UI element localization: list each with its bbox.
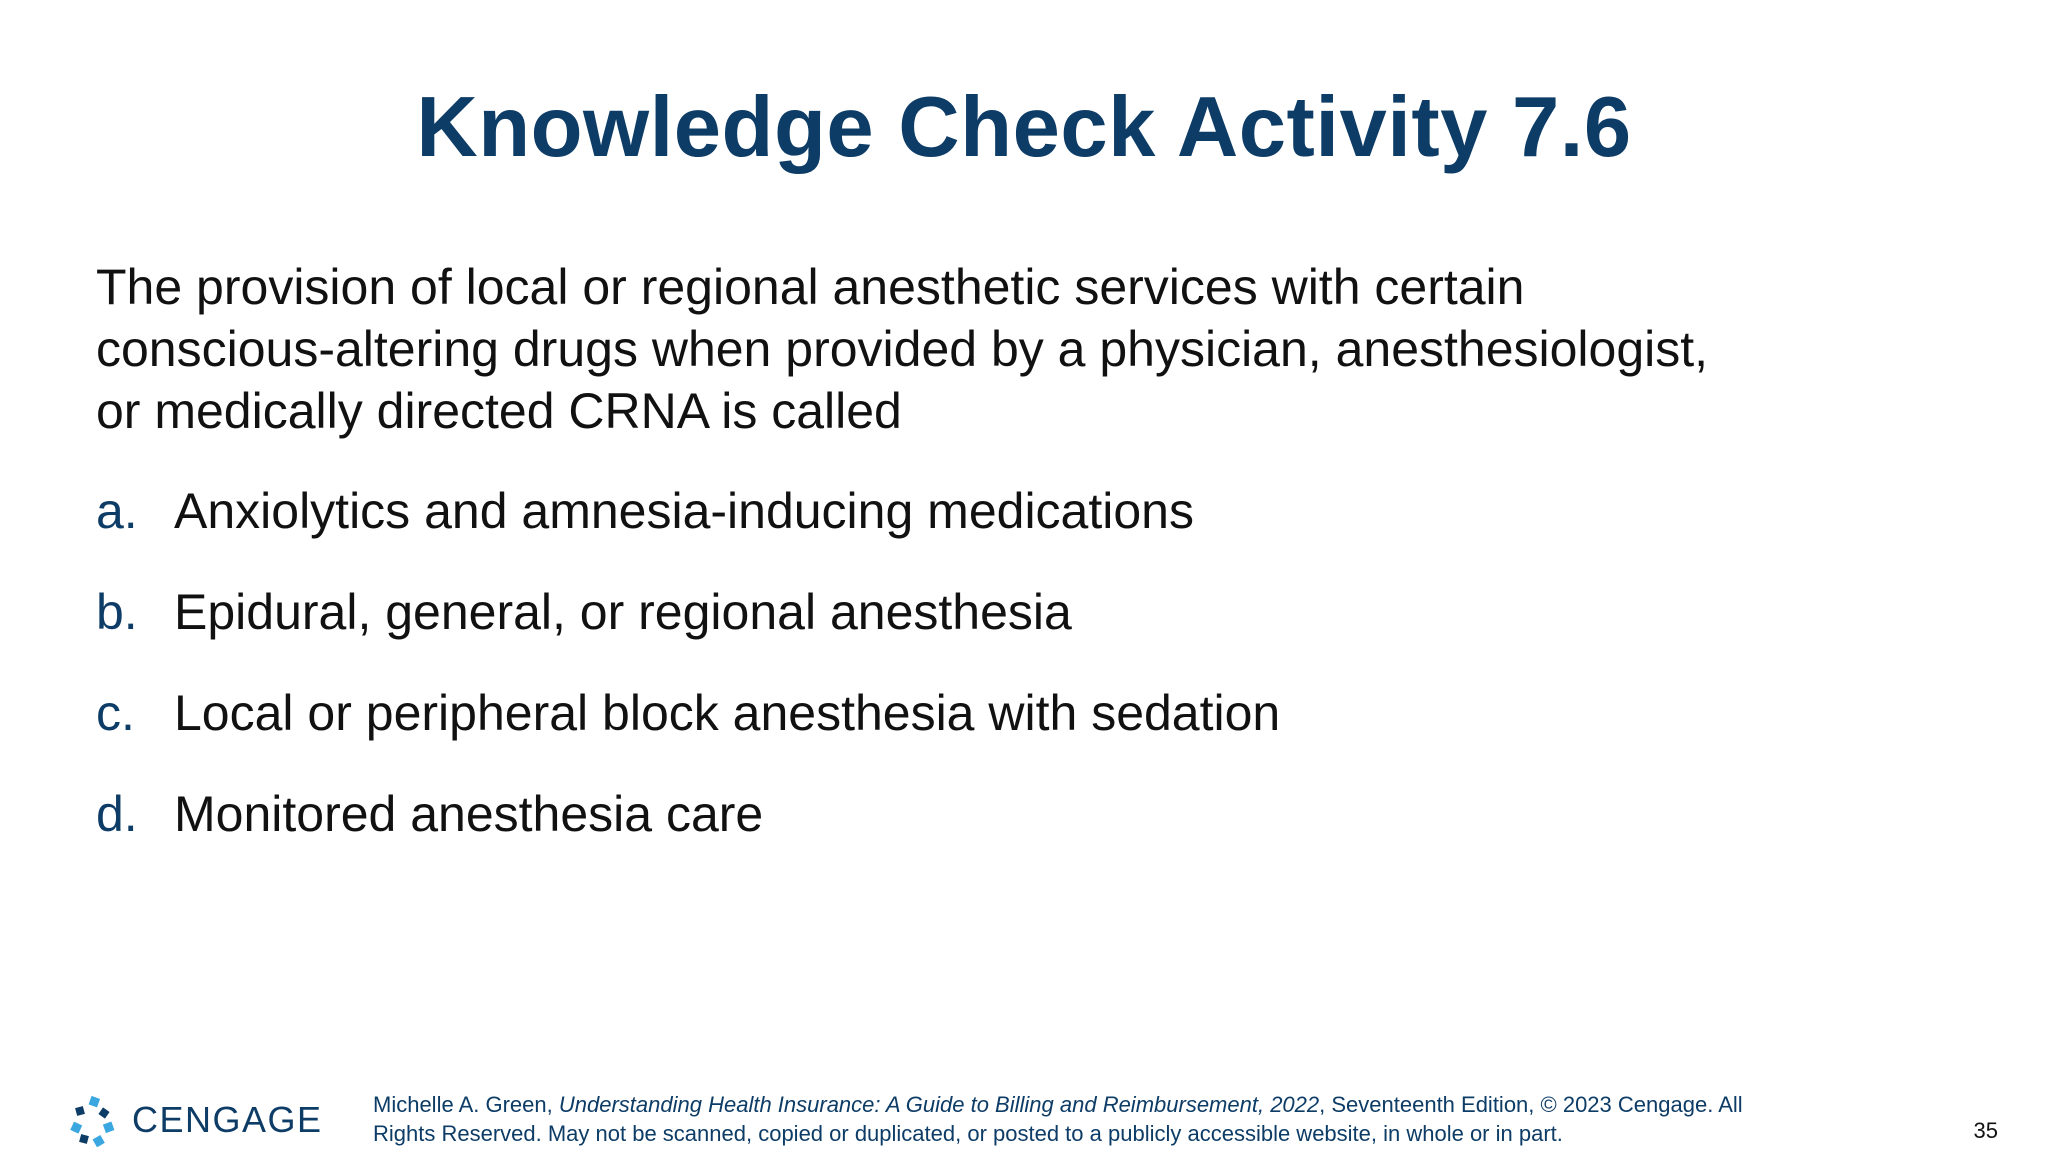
question-text — [96, 256, 1916, 442]
option-letter: b. — [96, 584, 138, 640]
option-text: Anxiolytics and amnesia-inducing medications — [174, 483, 1194, 539]
question-line: or medically directed CRNA is called — [96, 383, 902, 439]
credit-book-title: Understanding Health Insurance: A Guide to Billing and Reimbursement, 2022 — [558, 1092, 1320, 1117]
slide-title: Knowledge Check Activity 7.6 — [416, 80, 1632, 175]
option-letter: c. — [96, 685, 135, 741]
option-letter: a. — [96, 483, 138, 539]
page-number: 35 — [1973, 1118, 1998, 1143]
cengage-logo-icon — [70, 1093, 124, 1147]
logo-wordmark: CENGAGE — [132, 1099, 323, 1140]
option-c — [96, 682, 1896, 783]
option-text: Epidural, general, or regional anesthesia — [174, 584, 1072, 640]
credit-author: Michelle A. Green, — [373, 1092, 559, 1117]
option-d — [96, 783, 1896, 884]
copyright-notice — [373, 1090, 1893, 1148]
option-a — [96, 480, 1896, 581]
option-letter: d. — [96, 786, 138, 842]
option-b — [96, 581, 1896, 682]
credit-line-2: Rights Reserved. May not be scanned, copied or duplicated, or posted to a publicly accessible website, in whole or in part. — [373, 1121, 1563, 1146]
credit-line-1 — [373, 1090, 1893, 1119]
question-line: The provision of local or regional anesthetic services with certain — [96, 259, 1525, 315]
credit-edition: , Seventeenth Edition, © 2023 Cengage. All — [1319, 1092, 1743, 1117]
option-text: Monitored anesthesia care — [174, 786, 764, 842]
option-text: Local or peripheral block anesthesia with sedation — [174, 685, 1281, 741]
answer-options — [96, 480, 1896, 884]
question-line: conscious-altering drugs when provided by a physician, anesthesiologist, — [96, 321, 1709, 377]
cengage-logo — [70, 1092, 323, 1148]
